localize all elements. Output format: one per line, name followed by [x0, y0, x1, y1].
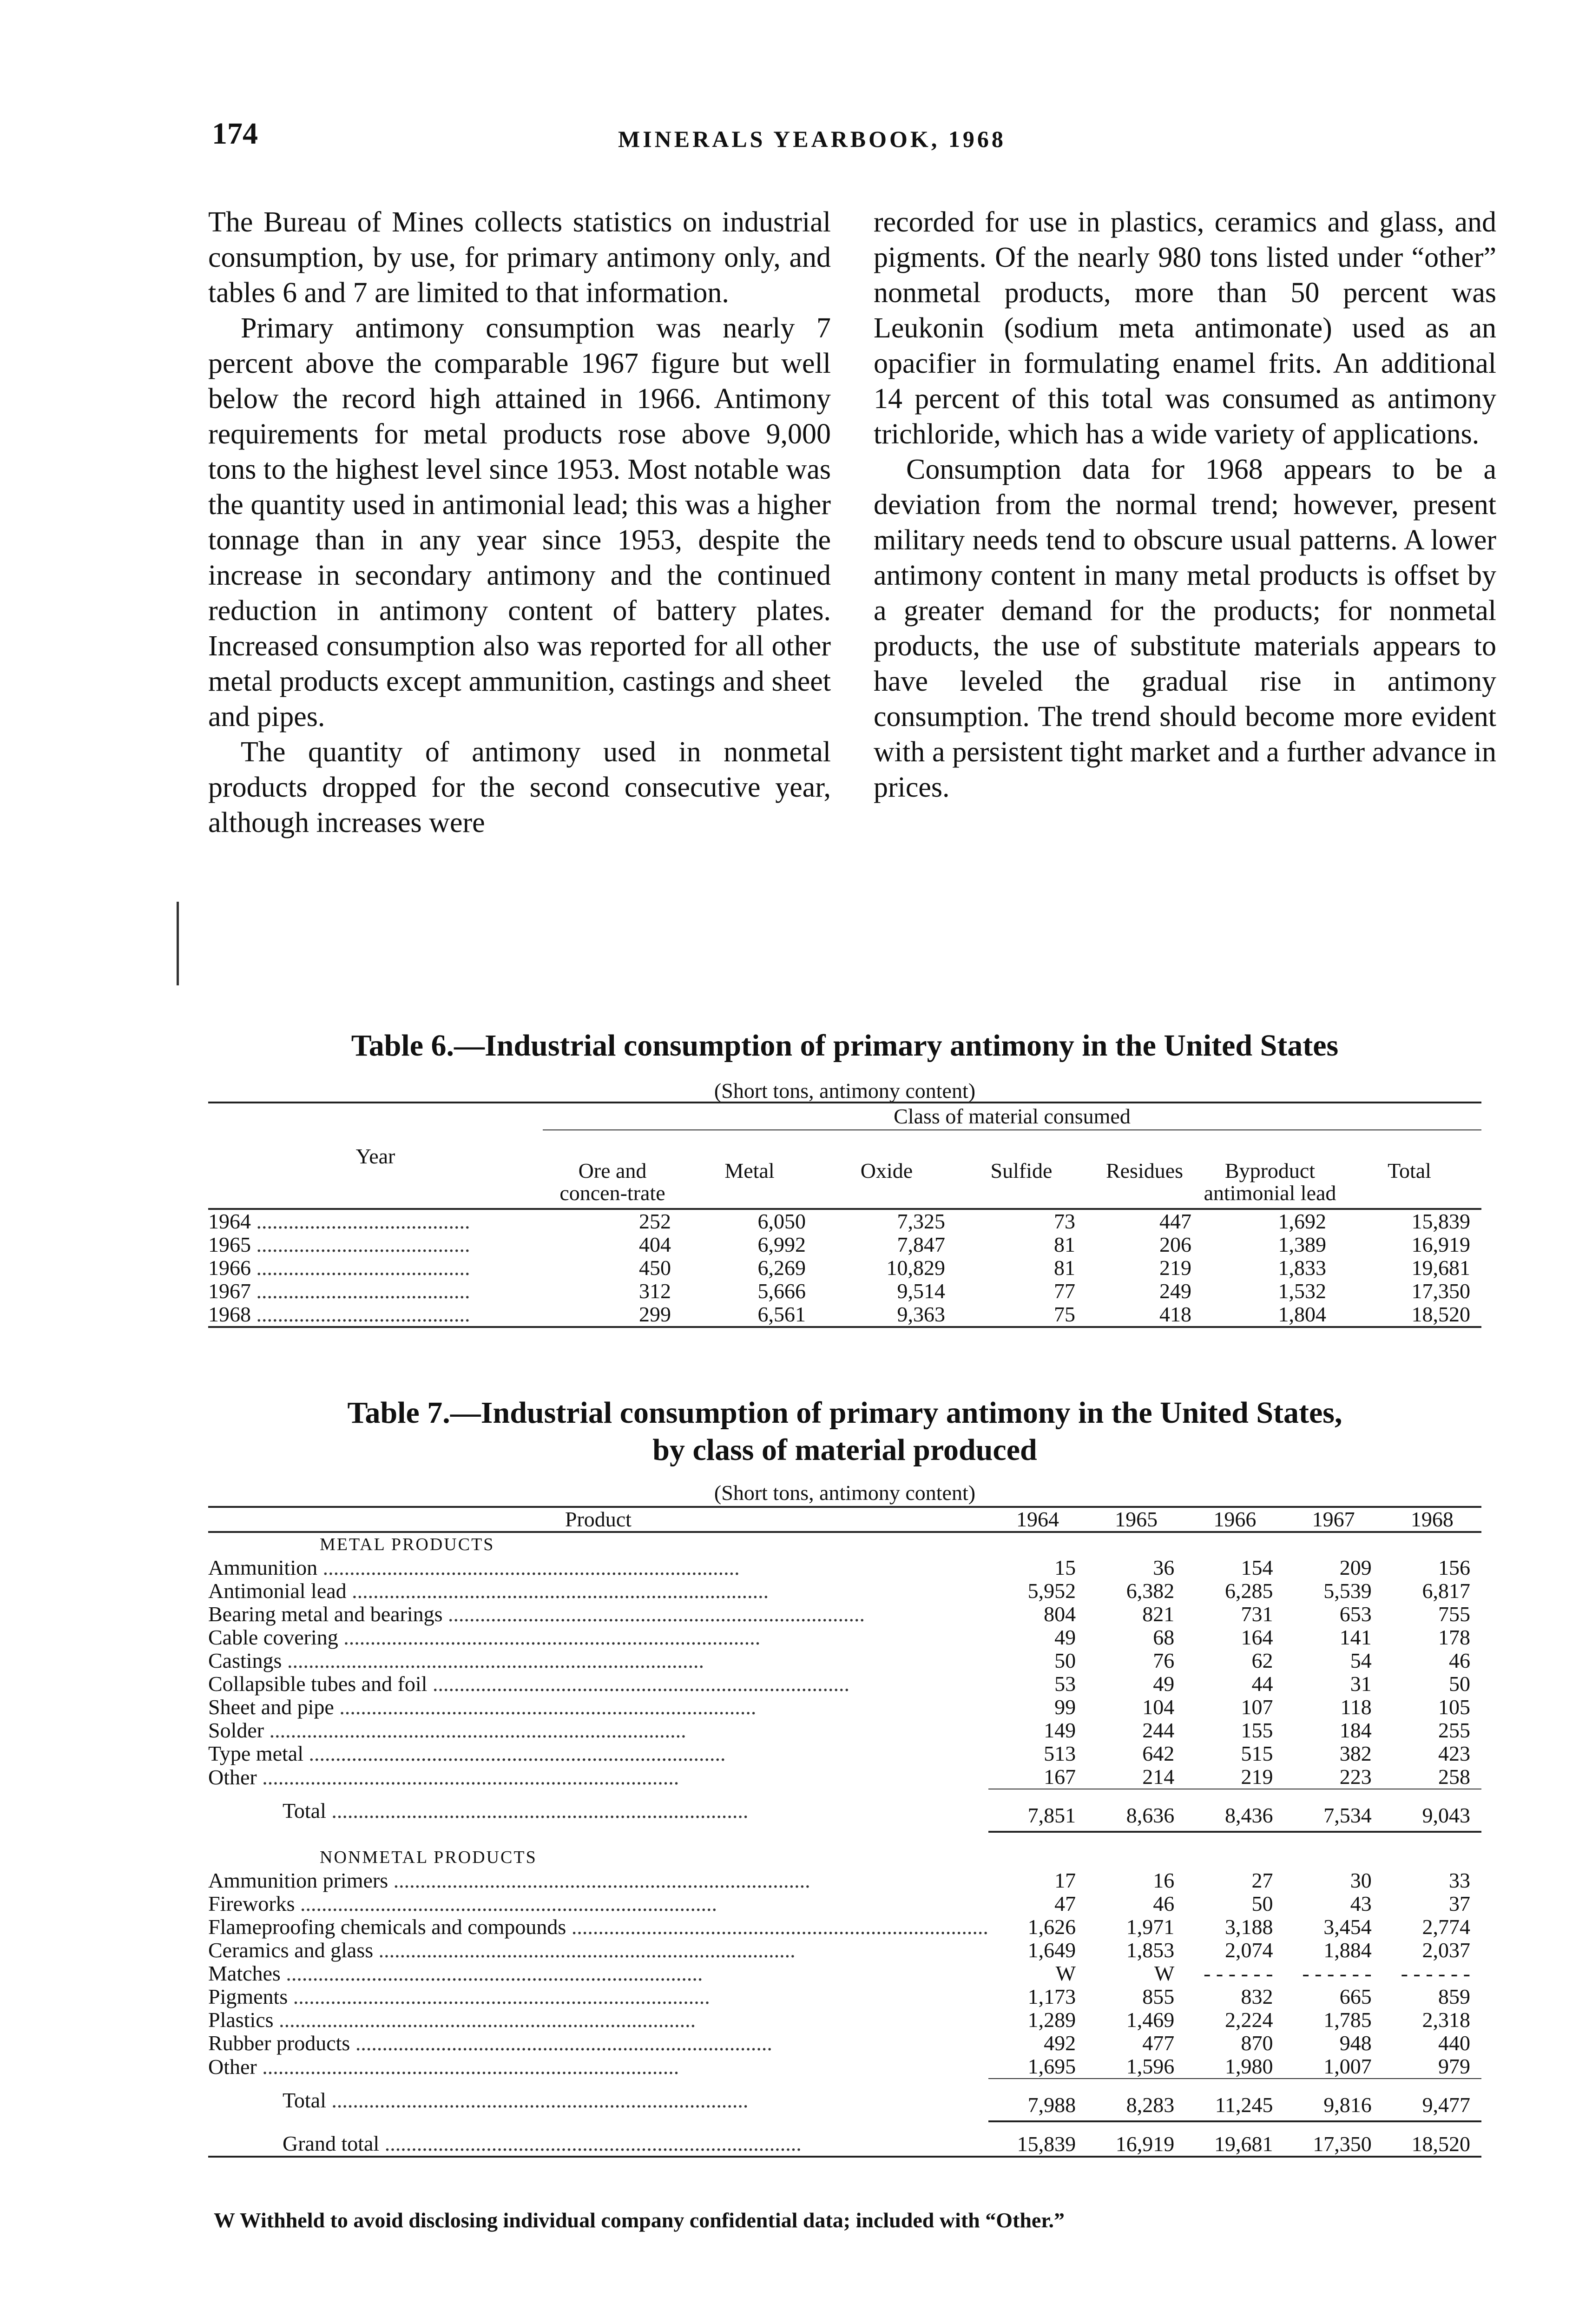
table7-cell: 30 [1350, 1868, 1372, 1892]
table7-row-label: Bearing metal and bearings [208, 1603, 443, 1626]
table-row: Castings .............................................................................. 50 76 62 54 46 [208, 1649, 1481, 1672]
table7-cell: 382 [1339, 1742, 1372, 1765]
table7-cell: 76 [1153, 1649, 1175, 1672]
table6-cell: 77 [1054, 1279, 1075, 1303]
table7-cell: 7,988 [988, 2079, 1087, 2121]
table7-cell: 99 [1054, 1695, 1076, 1719]
table7-cell: 832 [1241, 1985, 1273, 2008]
table7-cell: 118 [1340, 1695, 1372, 1719]
text-column-left [208, 205, 831, 840]
table-row: Fireworks .............................................................................. 47 46 50 43 37 [208, 1892, 1481, 1915]
table7-row-label: Solder [208, 1719, 264, 1742]
table7-cell: 46 [1449, 1649, 1470, 1672]
table7-row-label: Type metal [208, 1742, 303, 1765]
table7-footnote: W Withheld to avoid disclosing individual company confidential data; included with “Other.” [214, 2208, 1065, 2232]
table7-cell: 8,636 [1087, 1789, 1185, 1832]
table7-cell: 107 [1241, 1695, 1273, 1719]
table7-cell: 440 [1438, 2031, 1470, 2055]
table7-cell: 1,785 [1323, 2008, 1372, 2032]
table-row: Sheet and pipe .............................................................................. 99 104 107 118 105 [208, 1696, 1481, 1719]
table-row: Collapsible tubes and foil .............................................................................. 53 49 44 31 50 [208, 1672, 1481, 1696]
table6-year-header: Year [355, 1144, 395, 1168]
table7-year-header: 1965 [1115, 1507, 1158, 1531]
table7-cell: 1,971 [1126, 1915, 1175, 1939]
table7-row-label: Plastics [208, 2008, 274, 2032]
table7-cell: 2,037 [1422, 1938, 1470, 1962]
table7-cell: 36 [1153, 1556, 1175, 1579]
table7-cell: 49 [1153, 1672, 1175, 1696]
table-row: 1968 ........................................ 299 6,561 9,363 75 418 1,804 18,520 [208, 1303, 1481, 1327]
table-row: Ammunition primers .............................................................................. 17 16 27 30 33 [208, 1869, 1481, 1892]
table7-cell: 27 [1251, 1868, 1273, 1892]
table7-cell: 31 [1350, 1672, 1372, 1696]
table-row: 1966 ........................................ 450 6,269 10,829 81 219 1,833 19,681 [208, 1256, 1481, 1280]
table6-cell: 9,514 [897, 1279, 945, 1303]
table6 [208, 1102, 1481, 1328]
table7-row-label: Total [283, 2088, 326, 2112]
table7-cell: 1,173 [1027, 1985, 1076, 2008]
table7-cell: 50 [1251, 1892, 1273, 1915]
table7-year-header: 1964 [1016, 1507, 1059, 1531]
table7-cell: 155 [1241, 1718, 1273, 1742]
table7-cell: 1,596 [1087, 2055, 1185, 2079]
table7-row-label: Ammunition primers [208, 1869, 388, 1892]
table-row: Cable covering .............................................................................. 49 68 164 141 178 [208, 1626, 1481, 1649]
table7-cell: 948 [1339, 2031, 1372, 2055]
table6-cell: 1,692 [1278, 1209, 1326, 1233]
running-head: MINERALS YEARBOOK, 1968 [618, 126, 1006, 152]
table-row: Pigments .............................................................................. 1,173 855 832 665 859 [208, 1985, 1481, 2008]
table7-cell: 164 [1241, 1625, 1273, 1649]
table-row: Ceramics and glass .............................................................................. 1,649 1,853 2,074 1,884 2,037 [208, 1939, 1481, 1962]
table-row: Rubber products .............................................................................. 492 477 870 948 440 [208, 2032, 1481, 2055]
table7-cell: W [1154, 1961, 1175, 1985]
table7-cell: 16 [1153, 1868, 1175, 1892]
table7-cell: 17,350 [1313, 2132, 1372, 2156]
table-row: Other .............................................................................. 167 214 219 223 258 [208, 1765, 1481, 1789]
table7-row-label: Castings [208, 1649, 282, 1672]
table7-cell: 209 [1339, 1556, 1372, 1579]
table7-cell: 167 [988, 1765, 1087, 1789]
table7-cell: 1,853 [1126, 1938, 1175, 1962]
table7-cell: 17 [1054, 1868, 1076, 1892]
table7-cell: 149 [1044, 1718, 1076, 1742]
table7-cell: 47 [1054, 1892, 1076, 1915]
table6-cell: 450 [639, 1256, 671, 1280]
table7-row-label: Flameproofing chemicals and compounds [208, 1915, 566, 1939]
table7-cell: 1,884 [1323, 1938, 1372, 1962]
paragraph: Consumption data for 1968 appears to be a deviation from the normal trend; however, present military needs tend to obscure usual patterns. A lower antimony content in many metal products is offset by a greater demand for the products; for nonmetal products, the use of substitute materials appears to have leveled the gradual rise in antimony consumption. The trend should become more evident with a persistent tight market and a further advance in prices. [874, 454, 1496, 803]
table6-cell: 249 [1159, 1279, 1191, 1303]
table-row: Matches .............................................................................. W W - - - - - - - - - - - - - - - - - - [208, 1962, 1481, 1985]
table6-cell: 206 [1159, 1233, 1191, 1256]
table6-col-header: Oxide [860, 1159, 913, 1182]
table7-cell: 642 [1142, 1742, 1175, 1765]
page-number: 174 [212, 117, 258, 151]
table7-cell: 46 [1153, 1892, 1175, 1915]
table6-cell: 1,833 [1278, 1256, 1326, 1280]
table6-subcaption: (Short tons, antimony content) [714, 1079, 976, 1103]
table6-group-header: Class of material consumed [543, 1103, 1481, 1130]
table6-cell: 252 [639, 1209, 671, 1233]
table6-year: 1966 [208, 1256, 251, 1280]
table7-cell: 1,649 [1027, 1938, 1076, 1962]
table6-cell: 7,325 [897, 1209, 945, 1233]
table-row: Antimonial lead .............................................................................. 5,952 6,382 6,285 5,539 6,817 [208, 1579, 1481, 1603]
table6-cell: 418 [1159, 1302, 1191, 1326]
table6-cell: 1,804 [1278, 1302, 1326, 1326]
paragraph: recorded for use in plastics, ceramics and glass, and pigments. Of the nearly 980 tons listed under “other” nonmetal products, more than 50 percent was Leukonin (sodium meta antimonate) used as an opacifier in formulating enamel frits. An additional 14 percent of this total was consumed as antimony trichloride, which has a wide variety of applications. [874, 206, 1496, 450]
table7-cell: 855 [1142, 1985, 1175, 2008]
table7-cell: 9,477 [1383, 2079, 1481, 2121]
table7-cell: 3,188 [1225, 1915, 1273, 1939]
table6-year: 1965 [208, 1233, 251, 1256]
table6-cell: 75 [1054, 1302, 1075, 1326]
table7-cell: 11,245 [1185, 2079, 1284, 2121]
table7-cell: 653 [1339, 1602, 1372, 1626]
table7-cell: 19,681 [1214, 2132, 1273, 2156]
table-row-total: Total .............................................................................. 7,988 8,283 11,245 9,816 9,477 [208, 2079, 1481, 2121]
table7-cell: 62 [1251, 1649, 1273, 1672]
table7-cell: 219 [1185, 1765, 1284, 1789]
table6-cell: 299 [639, 1302, 671, 1326]
table7-cell: 3,454 [1323, 1915, 1372, 1939]
table7-cell: 33 [1449, 1868, 1470, 1892]
table7-cell: 53 [1054, 1672, 1076, 1696]
table7-cell: 15,839 [1017, 2132, 1076, 2156]
table7-cell: 255 [1438, 1718, 1470, 1742]
table-row-total: Total .............................................................................. 7,851 8,636 8,436 7,534 9,043 [208, 1789, 1481, 1832]
table7-cell: 1,289 [1027, 2008, 1076, 2032]
table7-cell: 105 [1438, 1695, 1470, 1719]
table7-cell: 8,283 [1087, 2079, 1185, 2121]
table7-cell: 2,074 [1225, 1938, 1273, 1962]
table6-col-header: Sulfide [990, 1159, 1053, 1182]
table6-year: 1964 [208, 1209, 251, 1233]
table7-row-label: Cable covering [208, 1626, 338, 1649]
table6-cell: 404 [639, 1233, 671, 1256]
table7-row-label: Total [283, 1799, 326, 1822]
table7-cell: 9,816 [1284, 2079, 1383, 2121]
table7-row-label: Ceramics and glass [208, 1939, 374, 1962]
table6-cell: 6,050 [757, 1209, 806, 1233]
table7-cell: 2,318 [1422, 2008, 1470, 2032]
table7-cell: 156 [1438, 1556, 1470, 1579]
table6-cell: 6,992 [757, 1233, 806, 1256]
table7-year-header: 1968 [1410, 1507, 1454, 1531]
table7-cell: 18,520 [1411, 2132, 1470, 2156]
table7-row-label: Sheet and pipe [208, 1696, 334, 1719]
table6-cell: 19,681 [1411, 1256, 1470, 1280]
table7-row-label: Pigments [208, 1985, 288, 2008]
table6-col-header: Byproduct antimonial lead [1204, 1159, 1336, 1205]
table7-cell: 50 [1449, 1672, 1470, 1696]
table6-cell: 219 [1159, 1256, 1191, 1280]
table7-cell: 244 [1142, 1718, 1175, 1742]
table6-col-header: Residues [1105, 1159, 1184, 1182]
table6-cell: 81 [1054, 1233, 1075, 1256]
table6-cell: 16,919 [1411, 1233, 1470, 1256]
table7-cell: 6,382 [1126, 1579, 1175, 1603]
table6-cell: 18,520 [1411, 1302, 1470, 1326]
table7-cell: 43 [1350, 1892, 1372, 1915]
table7-row-label: Collapsible tubes and foil [208, 1672, 428, 1696]
margin-mark [177, 902, 179, 985]
table7-year-header: 1967 [1312, 1507, 1355, 1531]
table7-cell: 9,043 [1383, 1789, 1481, 1832]
table7-cell: 104 [1142, 1695, 1175, 1719]
table7-cell: 1,695 [988, 2055, 1087, 2079]
table7-year-header: 1966 [1213, 1507, 1257, 1531]
table7-cell: 141 [1339, 1625, 1372, 1649]
table7-cell: 184 [1339, 1718, 1372, 1742]
table7-row-label: Grand total [283, 2132, 380, 2155]
table7-caption-line2: by class of material produced [652, 1433, 1037, 1467]
table-row: Bearing metal and bearings .............................................................................. 804 821 731 653 755 [208, 1603, 1481, 1626]
table6-cell: 17,350 [1411, 1279, 1470, 1303]
table7-cell: 665 [1339, 1985, 1372, 2008]
table6-col-header: Ore and concen-trate [559, 1159, 665, 1205]
paragraph: Primary antimony consumption was nearly 7 percent above the comparable 1967 figure but well below the record high attained in 1966. Antimony requirements for metal products rose above 9,000 tons to the highest level since 1953. Most notable was the quantity used in antimonial lead; this was a higher tonnage than in any year since 1953, despite the increase in secondary antimony and the continued reduction in antimony content of battery plates. Increased consumption also was reported for all other metal products except ammunition, castings and sheet and pipes. [208, 312, 831, 733]
table6-cell: 6,561 [757, 1302, 806, 1326]
table7-cell: 1,980 [1185, 2055, 1284, 2079]
table6-cell: 81 [1054, 1256, 1075, 1280]
table-row: 1965 ........................................ 404 6,992 7,847 81 206 1,389 16,919 [208, 1233, 1481, 1256]
table6-year: 1967 [208, 1280, 251, 1303]
table-row-grand-total: Grand total .............................................................................. 15,839 16,919 19,681 17,350 18,520 [208, 2121, 1481, 2157]
table6-cell: 6,269 [757, 1256, 806, 1280]
table7-row-label: Other [208, 1765, 257, 1789]
table7-cell: W [1055, 1961, 1076, 1985]
table7-cell: 1,626 [1027, 1915, 1076, 1939]
table-row: Ammunition .............................................................................. 15 36 154 209 156 [208, 1556, 1481, 1579]
table7-cell: 214 [1087, 1765, 1185, 1789]
table7-cell: 258 [1383, 1765, 1481, 1789]
table7-section-heading: NONMETAL PRODUCTS [320, 1848, 537, 1867]
table7-cell: 870 [1241, 2031, 1273, 2055]
table7-cell: 5,952 [1027, 1579, 1076, 1603]
table7-subcaption: (Short tons, antimony content) [714, 1481, 976, 1505]
table7-cell: 50 [1054, 1649, 1076, 1672]
table7-row-label: Other [208, 2055, 257, 2079]
table7-cell: 54 [1350, 1649, 1372, 1672]
table-row: Flameproofing chemicals and compounds .............................................................................. 1,626 1,971 3,188 3,454 2,774 [208, 1915, 1481, 1939]
table-row: 1964 ........................................ 252 6,050 7,325 73 447 1,692 15,839 [208, 1209, 1481, 1233]
table6-cell: 9,363 [897, 1302, 945, 1326]
table7-cell: 1,469 [1126, 2008, 1175, 2032]
table7-cell: 154 [1241, 1556, 1273, 1579]
table7-cell: 2,224 [1225, 2008, 1273, 2032]
table6-caption: Table 6.—Industrial consumption of primary antimony in the United States [351, 1029, 1339, 1063]
table-row: Plastics .............................................................................. 1,289 1,469 2,224 1,785 2,318 [208, 2008, 1481, 2032]
table7-cell: 513 [1044, 1742, 1076, 1765]
table-row: Type metal .............................................................................. 513 642 515 382 423 [208, 1742, 1481, 1765]
table6-col-header: Total [1388, 1159, 1431, 1182]
table7-cell: 423 [1438, 1742, 1470, 1765]
table7-cell: 223 [1284, 1765, 1383, 1789]
table7-cell: - - - - - - [1401, 1961, 1470, 1985]
table7-cell: 731 [1241, 1602, 1273, 1626]
table7-cell: 49 [1054, 1625, 1076, 1649]
table7-row-label: Antimonial lead [208, 1579, 347, 1603]
table7-cell: - - - - - - [1302, 1961, 1372, 1985]
table6-cell: 1,389 [1278, 1233, 1326, 1256]
table6-cell: 7,847 [897, 1233, 945, 1256]
table6-cell: 312 [639, 1279, 671, 1303]
table6-year: 1968 [208, 1303, 251, 1326]
table7-cell: 6,817 [1422, 1579, 1470, 1603]
table7-cell: 755 [1438, 1602, 1470, 1626]
table7-cell: 8,436 [1185, 1789, 1284, 1832]
table7-row-label: Fireworks [208, 1892, 295, 1915]
table7-row-label: Rubber products [208, 2032, 350, 2055]
table6-cell: 73 [1054, 1209, 1075, 1233]
table6-col-header: Metal [724, 1159, 775, 1182]
table7-product-header: Product [565, 1507, 632, 1531]
table7-cell: 178 [1438, 1625, 1470, 1649]
table7-cell: 492 [1044, 2031, 1076, 2055]
table7-row-label: Ammunition [208, 1556, 318, 1579]
paragraph: The quantity of antimony used in nonmetal products dropped for the second consecutive year, although increases were [208, 736, 831, 838]
table7-section-heading: METAL PRODUCTS [320, 1535, 495, 1554]
table7-cell: 6,285 [1225, 1579, 1273, 1603]
table7-cell: 37 [1449, 1892, 1470, 1915]
table-row: 1967 ........................................ 312 5,666 9,514 77 249 1,532 17,350 [208, 1280, 1481, 1303]
table7-cell: 1,007 [1284, 2055, 1383, 2079]
table7-cell: 804 [1044, 1602, 1076, 1626]
table7 [208, 1506, 1481, 2158]
table7-cell: 7,851 [988, 1789, 1087, 1832]
table-row: Other .............................................................................. 1,695 1,596 1,980 1,007 979 [208, 2055, 1481, 2079]
paragraph: The Bureau of Mines collects statistics on industrial consumption, by use, for primary antimony only, and tables 6 and 7 are limited to that information. [208, 206, 831, 309]
table7-cell: 859 [1438, 1985, 1470, 2008]
table7-cell: 515 [1241, 1742, 1273, 1765]
table6-cell: 10,829 [886, 1256, 945, 1280]
table6-cell: 447 [1159, 1209, 1191, 1233]
table6-cell: 1,532 [1278, 1279, 1326, 1303]
table7-cell: 5,539 [1323, 1579, 1372, 1603]
table7-cell: 44 [1251, 1672, 1273, 1696]
text-column-right [874, 205, 1496, 805]
table7-cell: 477 [1142, 2031, 1175, 2055]
table7-cell: 15 [1054, 1556, 1076, 1579]
table7-row-label: Matches [208, 1962, 281, 1985]
table6-cell: 5,666 [757, 1279, 806, 1303]
table7-cell: 68 [1153, 1625, 1175, 1649]
table7-cell: 2,774 [1422, 1915, 1470, 1939]
table7-cell: 821 [1142, 1602, 1175, 1626]
table7-cell: 979 [1383, 2055, 1481, 2079]
table-row: Solder .............................................................................. 149 244 155 184 255 [208, 1719, 1481, 1742]
table7-cell: 7,534 [1284, 1789, 1383, 1832]
table7-cell: 16,919 [1115, 2132, 1175, 2156]
table7-cell: - - - - - - [1204, 1961, 1273, 1985]
table7-caption-line1: Table 7.—Industrial consumption of primary antimony in the United States, [347, 1396, 1342, 1430]
table6-cell: 15,839 [1411, 1209, 1470, 1233]
